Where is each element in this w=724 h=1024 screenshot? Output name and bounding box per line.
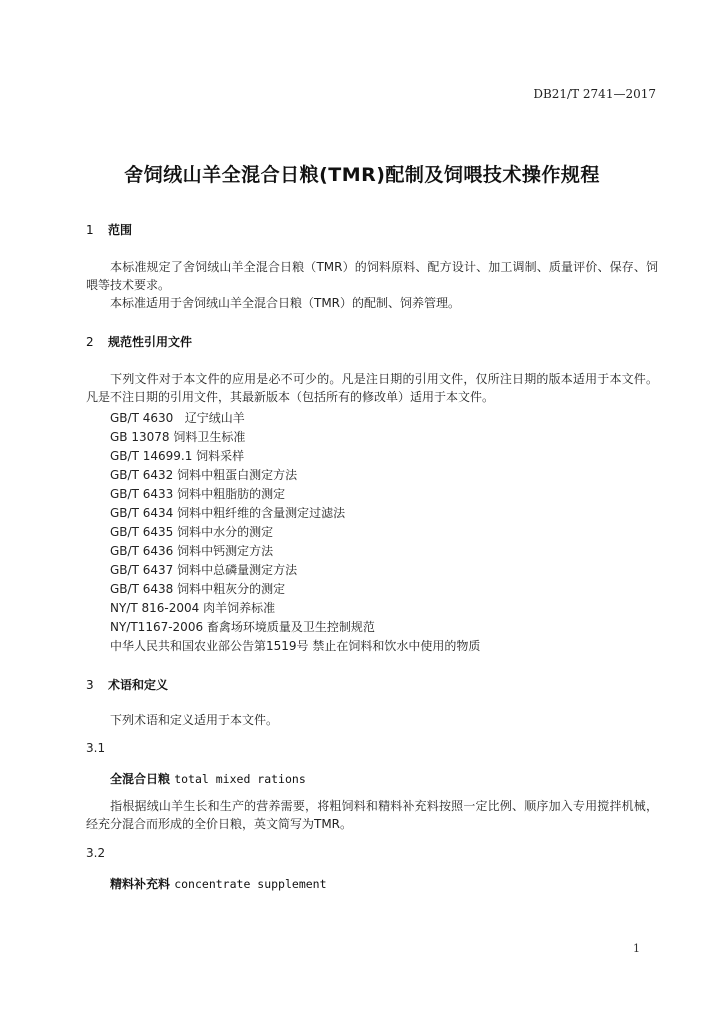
term-english: total mixed rations xyxy=(174,772,306,786)
reference-item: NY/T 816-2004 肉羊饲养标准 xyxy=(110,601,276,615)
paragraph-text: 本标准适用于舍饲绒山羊全混合日粮（TMR）的配制、饲养管理。 xyxy=(110,296,461,310)
terms-intro xyxy=(86,711,658,729)
term-chinese: 精料补充料 xyxy=(110,877,171,891)
section-1-heading xyxy=(86,221,132,238)
paragraph-text: 本标准规定了舍饲绒山羊全混合日粮（TMR）的饲料原料、配方设计、加工调制、质量评价、保存、饲喂等技术要求。 xyxy=(86,260,658,292)
term-heading xyxy=(110,875,327,892)
term-english: concentrate supplement xyxy=(174,877,327,891)
section-number: 3 xyxy=(86,678,94,692)
section-title: 术语和定义 xyxy=(108,678,169,692)
section-2-heading xyxy=(86,333,192,350)
reference-item: GB/T 6434 饲料中粗纤维的含量测定过滤法 xyxy=(110,506,346,520)
page-number: 1 xyxy=(633,942,640,955)
reference-item: GB/T 14699.1 饲料采样 xyxy=(110,449,245,463)
section-title: 范围 xyxy=(108,223,133,237)
section-number: 1 xyxy=(86,223,94,237)
normative-intro xyxy=(86,370,658,406)
paragraph-text: 下列术语和定义适用于本文件。 xyxy=(110,713,279,727)
reference-item: 中华人民共和国农业部公告第1519号 禁止在饲料和饮水中使用的物质 xyxy=(110,639,481,653)
term-chinese: 全混合日粮 xyxy=(110,772,171,786)
reference-item: GB/T 6436 饲料中钙测定方法 xyxy=(110,544,274,558)
reference-item: GB 13078 饲料卫生标准 xyxy=(110,430,246,444)
paragraph-text: 下列文件对于本文件的应用是必不可少的。凡是注日期的引用文件，仅所注日期的版本适用于本文件。凡是不注日期的引用文件，其最新版本（包括所有的修改单）适用于本文件。 xyxy=(86,372,658,404)
term-definition xyxy=(86,797,658,833)
term-number: 3.2 xyxy=(86,846,106,860)
section-number: 2 xyxy=(86,335,94,349)
reference-item: NY/T1167-2006 畜禽场环境质量及卫生控制规范 xyxy=(110,620,375,634)
document-title: 舍饲绒山羊全混合日粮(TMR)配制及饲喂技术操作规程 xyxy=(124,164,600,186)
paragraph-text: 指根据绒山羊生长和生产的营养需要，将粗饲料和精料补充料按照一定比例、顺序加入专用搅拌机械，经充分混合而形成的全价日粮，英文简写为TMR。 xyxy=(86,799,658,831)
reference-item: GB/T 6435 饲料中水分的测定 xyxy=(110,525,274,539)
standard-code: DB21/T 2741—2017 xyxy=(533,87,656,101)
reference-item: GB/T 4630 辽宁绒山羊 xyxy=(110,411,245,425)
term-number: 3.1 xyxy=(86,741,106,755)
term-heading xyxy=(110,770,306,787)
reference-item: GB/T 6438 饲料中粗灰分的测定 xyxy=(110,582,286,596)
scope-paragraph-1 xyxy=(86,258,658,294)
section-title: 规范性引用文件 xyxy=(108,335,193,349)
reference-item: GB/T 6433 饲料中粗脂肪的测定 xyxy=(110,487,286,501)
section-3-heading xyxy=(86,676,168,693)
reference-item: GB/T 6432 饲料中粗蛋白测定方法 xyxy=(110,468,298,482)
scope-paragraph-2 xyxy=(86,294,658,312)
reference-item: GB/T 6437 饲料中总磷量测定方法 xyxy=(110,563,298,577)
